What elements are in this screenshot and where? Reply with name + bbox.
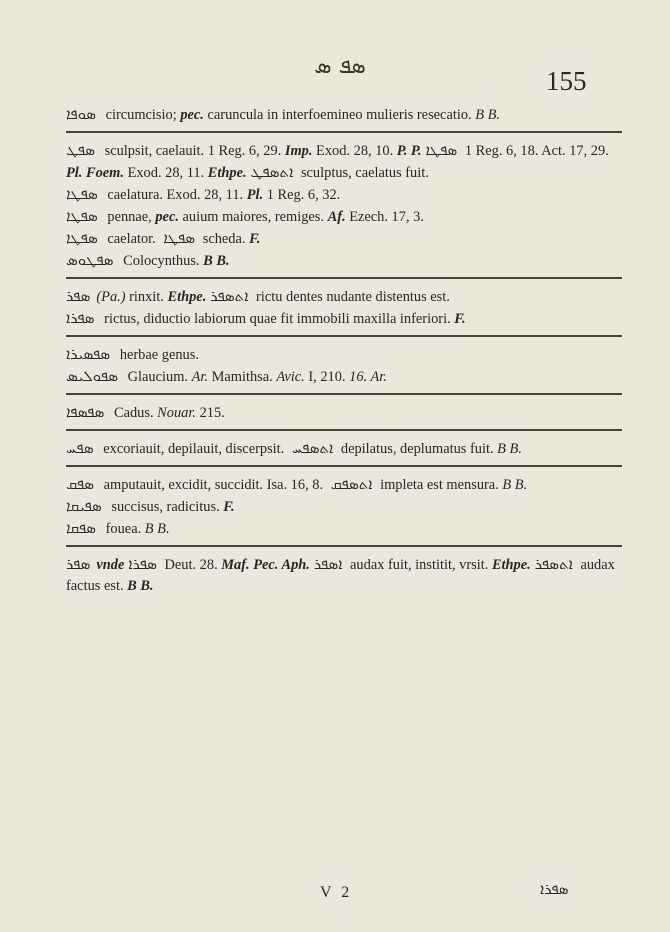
running-head: ܣܦ ܣ xyxy=(314,54,366,79)
abbreviation: Ethpe. xyxy=(491,557,531,573)
source-citation: B B. xyxy=(502,477,528,493)
definition-text: scheda. xyxy=(199,231,250,247)
abbreviation: 16. Ar. xyxy=(349,369,387,385)
definition-text: Exod. 28, 11. xyxy=(123,165,208,181)
source-citation: F. xyxy=(249,231,261,247)
lexicon-entry xyxy=(66,228,622,250)
source-citation: P. P. xyxy=(396,143,422,159)
syriac-headword: ܣܦܝܩܐ xyxy=(66,497,102,515)
lexicon-entry xyxy=(66,104,622,126)
syriac-headword: ܣܦܛܘܣ xyxy=(66,251,114,269)
syriac-headword: ܣܦܪ xyxy=(66,555,91,573)
syriac-headword: ܣܦܩܐ xyxy=(66,519,97,537)
syriac-headword: ܣܘܦܐ xyxy=(66,105,96,123)
abbreviation: Pl. Foem. xyxy=(66,165,124,181)
definition-text: Exod. 28, 10. xyxy=(312,143,397,159)
source-citation: B B. xyxy=(144,521,170,537)
definition-text: rictus, diductio labiorum quae fit immobili maxilla inferiori. xyxy=(104,311,455,327)
abbreviation: Avic. xyxy=(276,369,305,385)
source-citation: B B. xyxy=(203,253,230,269)
lexicon-entry xyxy=(66,438,622,460)
source-citation: F. xyxy=(223,499,235,515)
definition-text: caelator. xyxy=(107,231,160,247)
definition-text: auium maiores, remiges. xyxy=(178,209,328,225)
definition-text: I, 210. xyxy=(304,369,350,385)
lexicon-entry xyxy=(66,518,622,540)
syriac-headword: ܣܦܛ xyxy=(66,141,95,159)
definition-text: Mamithsa. xyxy=(208,369,277,385)
syriac-form: ܣܦܛܐ xyxy=(425,141,458,159)
syriac-form: ܐܬܣܦܛ xyxy=(250,163,294,181)
lexicon-entry xyxy=(66,402,622,424)
lexicon-entry xyxy=(66,554,622,597)
section-divider xyxy=(66,545,622,547)
syriac-form: ܐܣܦܪ xyxy=(313,555,343,573)
definition-text: sculpsit, caelauit. 1 Reg. 6, 29. xyxy=(104,143,285,159)
syriac-headword: ܣܦܛܐ xyxy=(66,229,98,247)
definition-text: rictu dentes nudante distentus est. xyxy=(252,289,450,305)
abbreviation: pec. xyxy=(155,209,179,225)
abbreviation: vnde xyxy=(96,557,125,573)
definition-text: Colocynthus. xyxy=(123,253,204,269)
lexicon-entry xyxy=(66,250,622,272)
section-divider xyxy=(66,131,622,133)
definition-text: audax factus est. xyxy=(66,557,615,594)
lexicon-entry xyxy=(66,308,622,330)
source-citation: B B. xyxy=(127,578,154,594)
definition-text: audax fuit, institit, vrsit. xyxy=(346,557,492,573)
definition-text: 1 Reg. 6, 32. xyxy=(263,187,341,203)
definition-text: fouea. xyxy=(105,521,145,537)
syriac-form: ܣܦܪܐ xyxy=(128,555,157,573)
definition-text: excoriauit, depilauit, discerpsit. xyxy=(103,441,288,457)
syriac-headword: ܣܦܩ xyxy=(66,475,95,493)
catchword: ܣܦܪܐ xyxy=(540,880,569,898)
syriac-headword: ܣܦܛܐ xyxy=(66,207,98,225)
lexicon-entry xyxy=(66,366,622,388)
definition-text: herbae genus. xyxy=(119,347,199,363)
definition-text: circumcisio; xyxy=(105,107,181,123)
lexicon-entry xyxy=(66,496,622,518)
definition-text: pennae, xyxy=(107,209,156,225)
section-divider xyxy=(66,429,622,431)
syriac-headword: ܣܦܣܝܪܐ xyxy=(66,345,111,363)
syriac-headword: ܣܦܪܐ xyxy=(66,309,95,327)
section-divider xyxy=(66,277,622,279)
definition-text: 1 Reg. 6, 18. Act. 17, 29. xyxy=(461,143,609,159)
syriac-headword: ܣܦܘܠܝܣ xyxy=(66,367,119,385)
source-citation: B B. xyxy=(475,107,501,123)
syriac-form: ܐܬܣܦܩ xyxy=(330,475,373,493)
section-divider xyxy=(66,335,622,337)
definition-text: succisus, radicitus. xyxy=(111,499,224,515)
syriac-headword: ܣܦܣܦܐ xyxy=(66,403,105,421)
lexicon-entry xyxy=(66,474,622,496)
abbreviation: Ethpe. xyxy=(207,165,247,181)
definition-text: impleta est mensura. xyxy=(376,477,503,493)
signature-mark: V 2 xyxy=(320,884,353,901)
source-citation: F. xyxy=(454,311,466,327)
syriac-headword: ܣܦܚ xyxy=(66,439,94,457)
abbreviation: pec. xyxy=(180,107,204,123)
syriac-headword: ܣܦܛܐ xyxy=(66,185,98,203)
section-divider xyxy=(66,465,622,467)
syriac-form: ܐܬܣܦܚ xyxy=(291,439,334,457)
definition-text: Glaucium. xyxy=(127,369,192,385)
lexicon-entry xyxy=(66,206,622,228)
definition-text: sculptus, caelatus fuit. xyxy=(297,165,429,181)
definition-text: caruncula in interfoemineo mulieris resecatio. xyxy=(203,107,476,123)
abbreviation: Nouar. xyxy=(157,405,196,421)
abbreviation: Ethpe. xyxy=(167,289,207,305)
abbreviation: Af. xyxy=(327,209,346,225)
syriac-form: ܣܦܛܐ xyxy=(163,229,196,247)
lexicon-entry xyxy=(66,344,622,366)
abbreviation: Maf. Pec. Aph. xyxy=(221,557,310,573)
abbreviation: Imp. xyxy=(284,143,313,159)
syriac-form: ܐܬܣܦܪ xyxy=(210,287,249,305)
abbreviation: (Pa.) xyxy=(96,289,126,305)
definition-text: Deut. 28. xyxy=(160,557,222,573)
lexicon-entries xyxy=(66,104,622,597)
lexicon-entry xyxy=(66,286,622,308)
definition-text: caelatura. Exod. 28, 11. xyxy=(107,187,247,203)
definition-text: depilatus, deplumatus fuit. xyxy=(337,441,498,457)
abbreviation: Ar. xyxy=(191,369,209,385)
definition-text: amputauit, excidit, succidit. Isa. 16, 8. xyxy=(103,477,327,493)
definition-text: rinxit. xyxy=(125,289,168,305)
lexicon-entry xyxy=(66,140,622,184)
lexicon-entry xyxy=(66,184,622,206)
abbreviation: Pl. xyxy=(246,187,264,203)
definition-text: 215. xyxy=(195,405,225,421)
section-divider xyxy=(66,393,622,395)
syriac-headword: ܣܦܪ xyxy=(66,287,91,305)
definition-text: Ezech. 17, 3. xyxy=(345,209,424,225)
syriac-form: ܐܬܣܦܪ xyxy=(534,555,573,573)
source-citation: B B. xyxy=(497,441,522,457)
definition-text: Cadus. xyxy=(113,405,158,421)
page-number: 155 xyxy=(546,66,587,96)
